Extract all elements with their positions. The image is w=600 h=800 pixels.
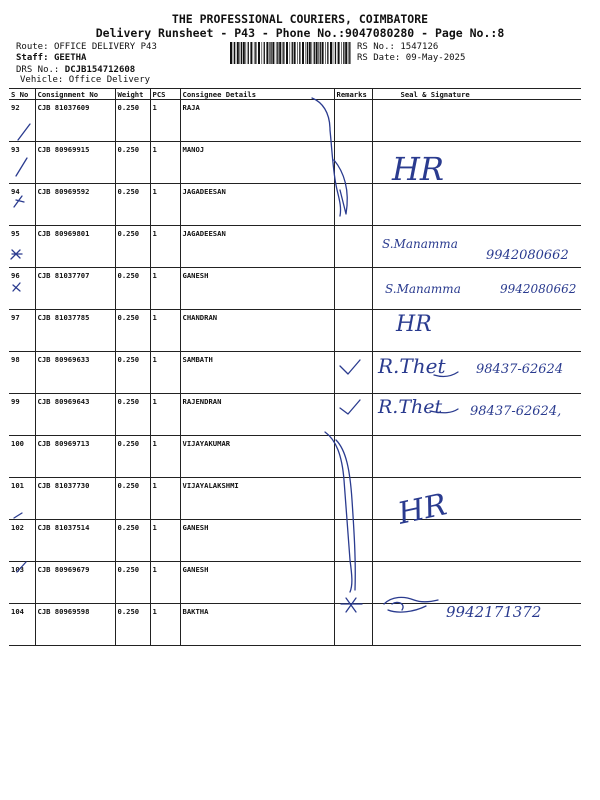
column-header: Consignee Details [180, 89, 334, 100]
serial-number: 96 [9, 268, 35, 310]
consignment-number: CJB 80969679 [35, 562, 115, 604]
consignee-name: GANESH [180, 268, 334, 310]
remarks-cell [334, 226, 372, 268]
pieces-count: 1 [150, 352, 180, 394]
handwritten-hr: HR [394, 487, 450, 532]
consignment-number: CJB 80969598 [35, 604, 115, 646]
signature-cell [372, 562, 581, 604]
barcode-bar [248, 42, 249, 64]
consignee-name: VIJAYAKUMAR [180, 436, 334, 478]
signature-cell [372, 142, 581, 184]
table-row [9, 604, 581, 646]
column-header: Consignment No [35, 89, 115, 100]
pieces-count: 1 [150, 604, 180, 646]
drs-line [16, 65, 135, 75]
handwritten-phone: 9942080662 [486, 248, 569, 263]
consignment-number: CJB 81037785 [35, 310, 115, 352]
signature-cell [372, 310, 581, 352]
barcode-bar [266, 42, 268, 64]
pieces-count: 1 [150, 100, 180, 142]
consignee-name: MANOJ [180, 142, 334, 184]
pieces-count: 1 [150, 184, 180, 226]
weight-value: 0.250 [115, 436, 150, 478]
barcode-bar [302, 42, 304, 64]
barcode-bar [264, 42, 265, 64]
runsheet-subtitle: Delivery Runsheet - P43 - Phone No.:9047080280 - Page No.:8 [95, 26, 505, 40]
handwritten-phone: 98437-62624 [476, 362, 564, 377]
consignment-number: CJB 80969915 [35, 142, 115, 184]
barcode-bar [338, 42, 340, 64]
remarks-cell [334, 478, 372, 520]
barcode-bar [316, 42, 318, 64]
serial-number: 102 [9, 520, 35, 562]
table-row [9, 478, 581, 520]
barcode-bar [309, 42, 311, 64]
barcode-bar [306, 42, 307, 64]
barcode-bar [297, 42, 298, 64]
weight-value: 0.250 [115, 268, 150, 310]
serial-number: 100 [9, 436, 35, 478]
barcode-bar [290, 42, 291, 64]
barcode-bar [258, 42, 260, 64]
rs-no-value: 1547126 [400, 42, 439, 52]
barcode-bar [333, 42, 334, 64]
rs-date-line [357, 53, 465, 63]
table-row [9, 142, 581, 184]
route-label: Route: [16, 42, 49, 52]
barcode-bar [243, 42, 245, 64]
barcode-bar [286, 42, 288, 64]
signature-cell [372, 436, 581, 478]
signature-cell [372, 100, 581, 142]
column-header: Seal & Signature [372, 89, 581, 100]
consignment-number: CJB 81037730 [35, 478, 115, 520]
serial-number: 98 [9, 352, 35, 394]
consignee-name: VIJAYALAKSHMI [180, 478, 334, 520]
weight-value: 0.250 [115, 478, 150, 520]
barcode-bar [277, 42, 278, 64]
signature-cell [372, 520, 581, 562]
staff-value: GEETHA [53, 53, 87, 63]
staff-label: Staff: [16, 53, 49, 63]
column-header: Weight [115, 89, 150, 100]
rs-date-value: 09-May-2025 [405, 53, 466, 63]
remarks-cell [334, 268, 372, 310]
rs-no-label: RS No.: [357, 42, 395, 52]
barcode-bar [237, 42, 239, 64]
signature-cell [372, 478, 581, 520]
signature-cell [372, 184, 581, 226]
pieces-count: 1 [150, 310, 180, 352]
barcode-bar [341, 42, 342, 64]
remarks-cell [334, 604, 372, 646]
signature-cell [372, 604, 581, 646]
barcode-bar [299, 42, 300, 64]
barcode-bar [343, 42, 344, 64]
pieces-count: 1 [150, 226, 180, 268]
table-row [9, 562, 581, 604]
serial-number: 99 [9, 394, 35, 436]
barcode-bar [282, 42, 283, 64]
remarks-cell [334, 142, 372, 184]
serial-number: 101 [9, 478, 35, 520]
barcode-bar [270, 42, 271, 64]
signature-cell [372, 226, 581, 268]
remarks-cell [334, 184, 372, 226]
handwritten-hr: HR [396, 312, 432, 337]
handwritten-signature: R.Thet [378, 354, 446, 378]
handwritten-phone: 9942080662 [500, 282, 577, 296]
barcode-bar [318, 42, 319, 64]
remarks-cell [334, 100, 372, 142]
barcode-bar [312, 42, 313, 64]
table-row [9, 184, 581, 226]
barcode-bar [283, 42, 284, 64]
handwritten-signature: S.Manamma [382, 237, 458, 251]
column-header: PCS [150, 89, 180, 100]
weight-value: 0.250 [115, 520, 150, 562]
weight-value: 0.250 [115, 562, 150, 604]
barcode-bar [348, 42, 349, 64]
handwritten-phone: 98437-62624, [470, 404, 562, 419]
handwritten-signature: R.Thet [378, 396, 443, 418]
barcode-bar [269, 42, 270, 64]
barcode-bar [262, 42, 263, 64]
serial-number: 95 [9, 226, 35, 268]
column-header: S No [9, 89, 35, 100]
table-row [9, 352, 581, 394]
barcode-bar [320, 42, 321, 64]
serial-number: 93 [9, 142, 35, 184]
consignee-name: JAGADEESAN [180, 226, 334, 268]
consignment-number: CJB 81037514 [35, 520, 115, 562]
barcode-bar [230, 42, 232, 64]
company-title: THE PROFESSIONAL COURIERS, COIMBATORE [171, 12, 429, 26]
consignment-number: CJB 80969643 [35, 394, 115, 436]
remarks-cell [334, 436, 372, 478]
pieces-count: 1 [150, 562, 180, 604]
consignee-name: GANESH [180, 562, 334, 604]
handwritten-hr: HR [392, 150, 444, 188]
table-row [9, 268, 581, 310]
consignee-name: GANESH [180, 520, 334, 562]
table-row [9, 520, 581, 562]
consignment-number: CJB 80969801 [35, 226, 115, 268]
barcode-bar [272, 42, 274, 64]
barcode-bar [250, 42, 252, 64]
barcode-bar [307, 42, 308, 64]
handwritten-phone: 9942171372 [446, 603, 542, 621]
barcode-bar [292, 42, 293, 64]
signature-cell [372, 394, 581, 436]
signature-cell [372, 268, 581, 310]
consignee-name: BAKTHA [180, 604, 334, 646]
rs-date-label: RS Date: [357, 53, 401, 63]
barcode-image [230, 42, 352, 64]
consignment-number: CJB 80969633 [35, 352, 115, 394]
barcode-bar [233, 42, 234, 64]
vehicle-line [20, 75, 150, 85]
serial-number: 103 [9, 562, 35, 604]
drs-value: DCJB154712608 [64, 65, 136, 75]
barcode-bar [330, 42, 332, 64]
consignment-number: CJB 81037707 [35, 268, 115, 310]
serial-number: 97 [9, 310, 35, 352]
weight-value: 0.250 [115, 394, 150, 436]
weight-value: 0.250 [115, 310, 150, 352]
drs-label: DRS No.: [16, 65, 60, 75]
remarks-cell [334, 394, 372, 436]
remarks-cell [334, 562, 372, 604]
serial-number: 92 [9, 100, 35, 142]
pieces-count: 1 [150, 394, 180, 436]
consignment-number: CJB 80969713 [35, 436, 115, 478]
table-row [9, 310, 581, 352]
barcode-bar [255, 42, 256, 64]
consignee-name: JAGADEESAN [180, 184, 334, 226]
remarks-cell [334, 310, 372, 352]
vehicle-value: Office Delivery [68, 75, 151, 85]
column-header: Remarks [334, 89, 372, 100]
barcode-bar [349, 42, 350, 64]
barcode-bar [322, 42, 324, 64]
pieces-count: 1 [150, 268, 180, 310]
weight-value: 0.250 [115, 352, 150, 394]
barcode-bar [240, 42, 241, 64]
weight-value: 0.250 [115, 142, 150, 184]
consignee-name: RAJA [180, 100, 334, 142]
barcode-bar [314, 42, 315, 64]
table-row [9, 436, 581, 478]
pieces-count: 1 [150, 436, 180, 478]
weight-value: 0.250 [115, 604, 150, 646]
route-value: OFFICE DELIVERY P43 [53, 42, 157, 52]
barcode-bar [234, 42, 235, 64]
barcode-bar [241, 42, 242, 64]
consignee-name: RAJENDRAN [180, 394, 334, 436]
remarks-cell [334, 520, 372, 562]
barcode-bar [345, 42, 347, 64]
consignee-name: SAMBATH [180, 352, 334, 394]
staff-line [16, 53, 86, 63]
table-row [9, 226, 581, 268]
barcode-bar [335, 42, 336, 64]
table-row [9, 394, 581, 436]
consignee-name: CHANDRAN [180, 310, 334, 352]
barcode-bar [246, 42, 247, 64]
signature-cell [372, 352, 581, 394]
vehicle-label: Vehicle: [20, 75, 64, 85]
serial-number: 104 [9, 604, 35, 646]
consignment-number: CJB 80969592 [35, 184, 115, 226]
barcode-bar [327, 42, 328, 64]
table-header-row [9, 89, 581, 100]
pieces-count: 1 [150, 142, 180, 184]
weight-value: 0.250 [115, 184, 150, 226]
runsheet-table [9, 88, 581, 646]
handwritten-signature: S.Manamma [385, 282, 461, 296]
rs-no-line [357, 42, 438, 52]
serial-number: 94 [9, 184, 35, 226]
barcode-bar [254, 42, 255, 64]
barcode-bar [325, 42, 326, 64]
barcode-bar [294, 42, 296, 64]
barcode-bar [279, 42, 281, 64]
remarks-cell [334, 352, 372, 394]
consignment-number: CJB 81037609 [35, 100, 115, 142]
pieces-count: 1 [150, 520, 180, 562]
weight-value: 0.250 [115, 100, 150, 142]
barcode-bar [276, 42, 277, 64]
weight-value: 0.250 [115, 226, 150, 268]
pieces-count: 1 [150, 478, 180, 520]
table-row [9, 100, 581, 142]
route-line [16, 42, 157, 52]
